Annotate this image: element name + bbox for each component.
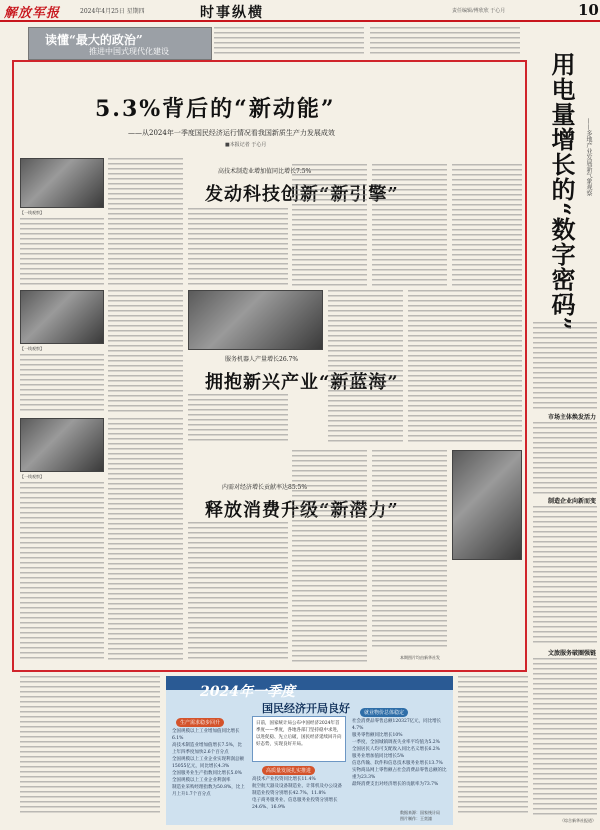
banner-line2: 推进中国式现代化建设: [89, 47, 169, 56]
news-photo: [452, 450, 522, 560]
article-text: [372, 164, 447, 286]
article-text: [188, 208, 288, 286]
infographic-lead: 日前，国家统计局公布中国经济2024年首季度——季度，各地各部门坚持稳中求进，以进促稳、先立后破，国民经济延续回升向好态势，实现良好开局。: [252, 716, 346, 762]
article-text: [328, 290, 403, 444]
masthead: 解放军报: [4, 6, 61, 21]
column-banner: [28, 27, 212, 60]
news-photo: [20, 290, 104, 344]
article-text: [533, 322, 597, 410]
infographic-credit: 数据来源：国家统计局 图片制作：王奕潼: [400, 810, 440, 821]
right-subhead-2: 制造企业向新而变: [548, 498, 597, 505]
article-text: [292, 164, 367, 286]
photo-caption: 【一线观察】: [20, 474, 44, 479]
info-item: 实物商品网上零售额占社会消费品零售总额的比重为23.3%: [352, 768, 447, 780]
section2-heading: 拥抱新兴产业“新蓝海”: [205, 372, 399, 393]
infographic-title: 2024年一季度: [200, 684, 295, 700]
editor-credit: 责任编辑/傅欣欣 于心月: [452, 8, 506, 14]
info-item: 一季度，全国城镇调查失业率平均值为5.2%: [352, 740, 440, 745]
info-item: 电子商务服务业、信息服务业投资分别增长24.6%、16.9%: [252, 798, 338, 810]
right-subhead-3: 文旅服务破圈强链: [548, 650, 597, 657]
article-text: [452, 164, 522, 286]
article-text: [188, 394, 288, 444]
article-text: [108, 290, 183, 414]
news-photo: [20, 158, 104, 208]
info-item: 全国规模以上工业增加值同比增长6.1%: [172, 729, 240, 741]
info-item: 全国服务业生产指数同比增长5.0%: [172, 771, 242, 776]
article-text: [370, 27, 520, 57]
info-item: 全国规模以上工业企业利润率: [172, 778, 231, 783]
feature-title: 5.3%背后的“新动能”: [95, 96, 336, 122]
info-item: 航空航天器及设备制造业、计算机及办公设备制造业投资分别增长42.7%、11.8%: [252, 784, 342, 796]
article-text: [20, 218, 104, 286]
infographic-heading: 国民经济开局良好: [262, 702, 350, 715]
info-item: 高技术制造业增加值增长7.5%，比上年四季度加快2.6个百分点: [172, 743, 242, 755]
info-item: 制造业采购经理指数为50.8%，比上月上升1.7个百分点: [172, 785, 245, 797]
article-text: [408, 290, 522, 444]
mid-pill: 高质量发展扎实推进: [262, 766, 315, 775]
article-text: [20, 482, 104, 662]
info-item: 全国规模以上工业企业实现利润总额15055亿元，同比增长4.3%: [172, 757, 244, 769]
article-text: [214, 27, 364, 57]
right-column-subtitle: ——多地产业发展新气象观察: [585, 118, 592, 196]
feature-byline: ■本报记者 于心月: [225, 142, 267, 148]
page-number: 10: [578, 1, 599, 19]
issue-date: 2024年4月25日 星期四: [80, 8, 145, 15]
right-pill: 就业物价总体稳定: [360, 708, 408, 717]
mid-info-list: [252, 776, 346, 811]
info-item: 最终消费支出对经济增长的贡献率为73.7%: [352, 782, 439, 787]
left-info-list: [172, 728, 246, 798]
section2-kicker: 服务机器人产量增长26.7%: [225, 356, 299, 363]
news-photo: [188, 290, 323, 350]
article-text: [108, 418, 183, 662]
article-text: [533, 658, 597, 816]
right-source: （综合新华社报道）: [560, 818, 596, 823]
article-text: [188, 522, 288, 662]
left-pill: 生产需求稳步回升: [176, 718, 224, 727]
section3-kicker: 内需对经济增长贡献率达85.5%: [222, 484, 308, 491]
article-text: [533, 506, 597, 646]
article-text: [533, 422, 597, 494]
right-info-list: [352, 718, 450, 788]
info-item: 信息传输、软件和信息技术服务业增长13.7%: [352, 761, 443, 766]
section-title: 时事纵横: [200, 5, 264, 21]
info-item: 社会消费品零售总额120327亿元，同比增长4.7%: [352, 719, 442, 731]
article-text: [292, 450, 367, 662]
info-item: 服务业增加值同比增长5%: [352, 754, 405, 759]
section3-heading: 释放消费升级“新潜力”: [205, 500, 399, 521]
article-text: [20, 676, 160, 816]
info-item: 服务零售额同比增长10%: [352, 733, 403, 738]
photo-credit: 本期图片均由新华社发: [400, 655, 440, 660]
right-subhead-1: 市场主体焕发活力: [548, 414, 597, 421]
article-text: [372, 450, 447, 650]
article-text: [20, 354, 104, 414]
section1-kicker: 高技术制造业增加值同比增长7.5%: [218, 168, 312, 175]
photo-caption: 【一线观察】: [20, 346, 44, 351]
info-item: 高技术产业投资同比增长11.4%: [252, 777, 316, 782]
photo-caption: 【一线观察】: [20, 210, 44, 215]
section1-heading: 发动科技创新“新引擎”: [205, 184, 399, 205]
info-item: 全国居民人均可支配收入同比名义增长6.2%: [352, 747, 440, 752]
article-text: [458, 676, 528, 816]
feature-subtitle: ——从2024年一季度国民经济运行情况看我国新质生产力发展成效: [128, 129, 335, 137]
banner-line1: 读懂“最大的政治”: [45, 33, 143, 47]
article-text: [108, 158, 183, 286]
right-column-title: 用电量增长的“数字密码”: [547, 52, 576, 332]
news-photo: [20, 418, 104, 472]
